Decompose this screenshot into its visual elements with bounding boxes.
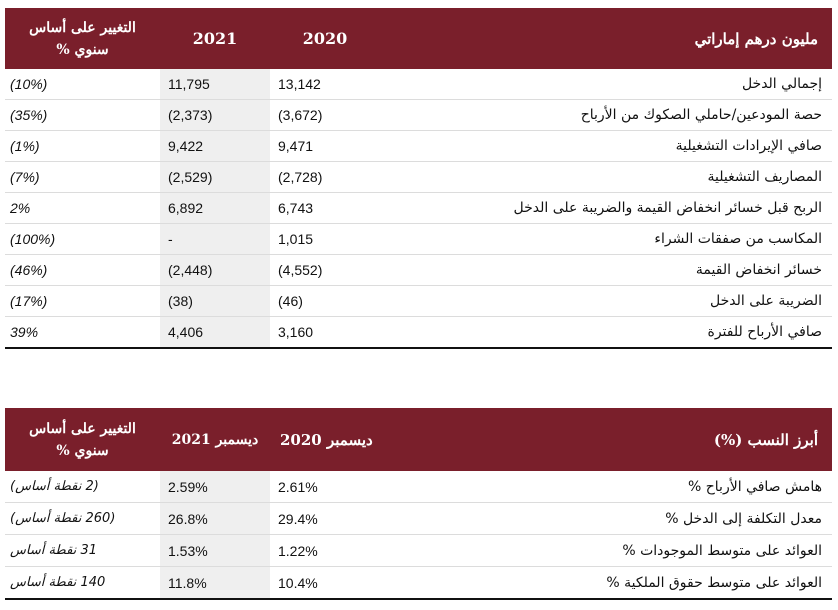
row-label: المصاريف التشغيلية [380, 162, 832, 193]
row-label: هامش صافي الأرباح % [380, 471, 832, 503]
value-2020-cell: 2.61% [270, 471, 380, 503]
change-cell: (260 نقطة أساس) [5, 503, 160, 535]
table-row [5, 471, 832, 503]
value-2020-cell: 10.4% [270, 567, 380, 600]
change-cell: 39% [5, 317, 160, 349]
row-label: الربح قبل خسائر انخفاض القيمة والضريبة على الدخل [380, 193, 832, 224]
value-2021-cell: 6,892 [160, 193, 270, 224]
table-row [5, 535, 832, 567]
table-row [5, 567, 832, 600]
value-2020-cell: 29.4% [270, 503, 380, 535]
value-2020-cell: (46) [270, 286, 380, 317]
change-cell: 140 نقطة أساس [5, 567, 160, 600]
value-2021-cell: 26.8% [160, 503, 270, 535]
value-2021-cell: 11.8% [160, 567, 270, 600]
change-cell: (35%) [5, 100, 160, 131]
table-row [5, 131, 832, 162]
change-cell: (1%) [5, 131, 160, 162]
value-2020-cell: (4,552) [270, 255, 380, 286]
change-cell: (10%) [5, 69, 160, 100]
key-ratios-table [5, 408, 832, 600]
row-label: العوائد على متوسط الموجودات % [380, 535, 832, 567]
row-label: الضريبة على الدخل [380, 286, 832, 317]
change-cell: (2 نقطة أساس) [5, 471, 160, 503]
table-header [5, 408, 832, 471]
table-row [5, 224, 832, 255]
change-cell: (7%) [5, 162, 160, 193]
table-row [5, 69, 832, 100]
table-row [5, 162, 832, 193]
value-2021-cell: 2.59% [160, 471, 270, 503]
table-row [5, 255, 832, 286]
value-2020-cell: 9,471 [270, 131, 380, 162]
change-cell: (100%) [5, 224, 160, 255]
table-row [5, 503, 832, 535]
value-2021-cell: 9,422 [160, 131, 270, 162]
header-change: التغيير على أساس سنوي % [5, 408, 160, 471]
change-cell: 2% [5, 193, 160, 224]
value-2021-cell: 4,406 [160, 317, 270, 349]
row-label: صافي الإيرادات التشغيلية [380, 131, 832, 162]
value-2021-cell: (38) [160, 286, 270, 317]
header-2021: ديسمبر 2021 [160, 408, 270, 471]
value-2020-cell: 3,160 [270, 317, 380, 349]
value-2020-cell: 13,142 [270, 69, 380, 100]
value-2021-cell: - [160, 224, 270, 255]
header-label: مليون درهم إماراتي [380, 8, 832, 69]
row-label: صافي الأرباح للفترة [380, 317, 832, 349]
row-label: المكاسب من صفقات الشراء [380, 224, 832, 255]
value-2021-cell: (2,373) [160, 100, 270, 131]
change-cell: (17%) [5, 286, 160, 317]
table-row [5, 193, 832, 224]
header-change: التغيير على أساس سنوي % [5, 8, 160, 69]
change-cell: (46%) [5, 255, 160, 286]
income-statement-table [5, 8, 832, 349]
value-2020-cell: 1.22% [270, 535, 380, 567]
change-cell: 31 نقطة أساس [5, 535, 160, 567]
row-label: إجمالي الدخل [380, 69, 832, 100]
header-2021: 2021 [160, 8, 270, 69]
header-2020: 2020 [270, 8, 380, 69]
table-row [5, 317, 832, 349]
value-2020-cell: 6,743 [270, 193, 380, 224]
row-label: حصة المودعين/حاملي الصكوك من الأرباح [380, 100, 832, 131]
value-2021-cell: 1.53% [160, 535, 270, 567]
row-label: العوائد على متوسط حقوق الملكية % [380, 567, 832, 600]
table-row [5, 100, 832, 131]
table-header [5, 8, 832, 69]
value-2020-cell: (2,728) [270, 162, 380, 193]
header-label: أبرز النسب (%) [380, 408, 832, 471]
table-row [5, 286, 832, 317]
value-2020-cell: (3,672) [270, 100, 380, 131]
value-2021-cell: (2,448) [160, 255, 270, 286]
value-2021-cell: (2,529) [160, 162, 270, 193]
row-label: خسائر انخفاض القيمة [380, 255, 832, 286]
header-2020: ديسمبر 2020 [270, 408, 380, 471]
value-2020-cell: 1,015 [270, 224, 380, 255]
row-label: معدل التكلفة إلى الدخل % [380, 503, 832, 535]
value-2021-cell: 11,795 [160, 69, 270, 100]
